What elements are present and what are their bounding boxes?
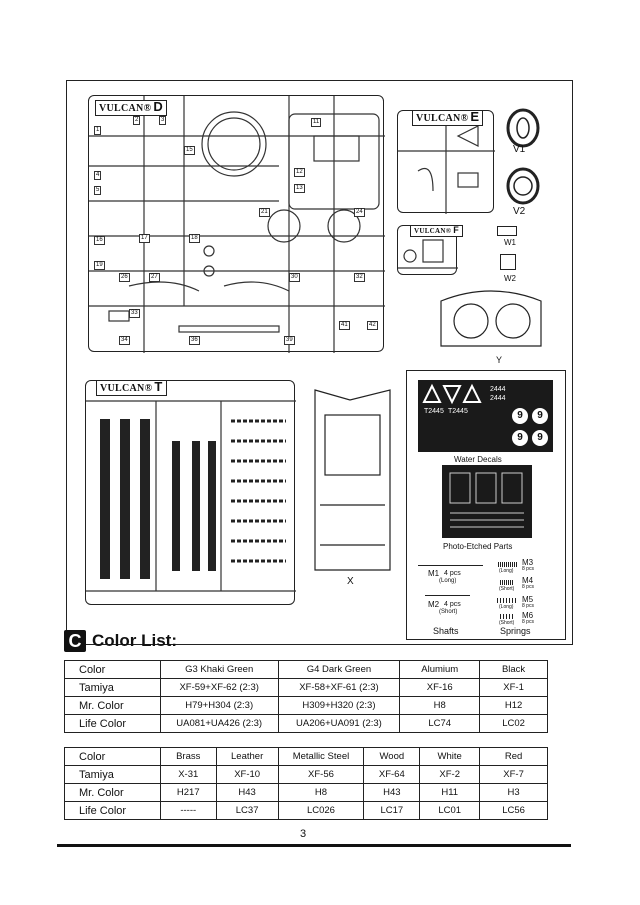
table-header: Color [65, 748, 161, 766]
table-cell: XF-64 [364, 766, 420, 784]
decal-code: 2444 [490, 386, 506, 393]
water-decals-label: Water Decals [454, 455, 502, 464]
spring-qty: 8 pcs [522, 603, 534, 609]
sprue-e-brand: VULCAN® E [412, 110, 483, 126]
table-header: Leather [216, 748, 278, 766]
table-cell: H217 [160, 784, 216, 802]
table-header-row [65, 748, 548, 766]
decal-number: 9 [532, 408, 548, 424]
part-w1 [497, 226, 517, 236]
part-number: 19 [96, 262, 103, 268]
spring-icon [497, 598, 517, 603]
table-cell: LC01 [420, 802, 480, 820]
decal-code: T2445 [424, 408, 444, 415]
part-w2 [500, 254, 516, 270]
table-row [65, 697, 548, 715]
part-number: 33 [131, 310, 138, 316]
page-number: 3 [300, 828, 307, 840]
table-cell: H11 [420, 784, 480, 802]
v-parts-drawing [505, 108, 541, 208]
spring-icon [498, 562, 518, 567]
table-row [65, 766, 548, 784]
table-cell: Life Color [65, 802, 161, 820]
shaft-m1-line [418, 565, 483, 566]
color-table-2 [64, 747, 548, 820]
spring-icon [500, 580, 514, 585]
table-cell: LC02 [480, 715, 548, 733]
table-cell: Mr. Color [65, 697, 161, 715]
table-header: Brass [160, 748, 216, 766]
table-cell: H43 [364, 784, 420, 802]
part-number: 30 [291, 274, 298, 280]
table-cell: Mr. Color [65, 784, 161, 802]
shafts-label: Shafts [433, 626, 459, 636]
sprue-d [88, 95, 384, 352]
table-cell: ----- [160, 802, 216, 820]
table-cell: H309+H320 (2:3) [278, 697, 400, 715]
decal-number: 9 [532, 430, 548, 446]
part-number: 21 [261, 209, 268, 215]
decal-code: T2445 [448, 408, 468, 415]
table-cell: Tamiya [65, 679, 161, 697]
spring-code: M5 [522, 595, 534, 604]
sprue-t-drawing [86, 381, 296, 606]
part-label-x: X [347, 576, 354, 587]
table-header: Wood [364, 748, 420, 766]
part-number: 32 [356, 274, 363, 280]
table-cell: LC74 [400, 715, 480, 733]
color-list-heading [64, 630, 177, 652]
part-number: 5 [96, 187, 100, 193]
table-header: Alumium [400, 661, 480, 679]
table-header: Red [480, 748, 548, 766]
table-cell: H12 [480, 697, 548, 715]
part-number: 18 [191, 235, 198, 241]
part-label-v1: V1 [513, 144, 526, 155]
part-number: 27 [151, 274, 158, 280]
table-header: G3 Khaki Green [160, 661, 278, 679]
photo-etched-sheet [442, 465, 532, 538]
spring-qty: 8 pcs [522, 619, 534, 625]
table-row [65, 802, 548, 820]
table-header: G4 Dark Green [278, 661, 400, 679]
spring-type: (Long) [499, 568, 514, 574]
decal-code: 2444 [490, 395, 506, 402]
table-cell: H8 [278, 784, 364, 802]
part-number: 12 [296, 169, 303, 175]
part-number: 4 [96, 172, 100, 178]
page-divider [57, 844, 571, 847]
shaft-m2-qty: 4 pcs [444, 601, 461, 608]
table-cell: H8 [400, 697, 480, 715]
part-y-drawing [436, 286, 546, 354]
sprue-d-brand: VULCAN® D [95, 100, 167, 116]
part-number: 1 [96, 127, 100, 133]
section-badge: C [64, 630, 86, 652]
table-cell: Tamiya [65, 766, 161, 784]
sprue-t-brand: VULCAN® T [96, 380, 167, 396]
table-cell: LC17 [364, 802, 420, 820]
shaft-m1-type: (Long) [439, 578, 457, 584]
color-list-title: Color List: [92, 631, 177, 650]
table-cell: H3 [480, 784, 548, 802]
table-cell: XF-56 [278, 766, 364, 784]
table-cell: UA206+UA091 (2:3) [278, 715, 400, 733]
part-number: 36 [191, 337, 198, 343]
spring-qty: 8 pcs [522, 566, 534, 572]
part-label-w2: W2 [504, 274, 516, 283]
table-header: Metallic Steel [278, 748, 364, 766]
table-cell: XF-1 [480, 679, 548, 697]
part-number: 26 [121, 274, 128, 280]
table-cell: XF-16 [400, 679, 480, 697]
part-number: 39 [286, 337, 293, 343]
decal-number: 9 [512, 408, 528, 424]
color-table-1 [64, 660, 548, 733]
table-row [65, 715, 548, 733]
spring-type: (Long) [499, 604, 514, 610]
table-row [65, 784, 548, 802]
spring-code: M4 [522, 576, 534, 585]
part-number: 15 [186, 147, 193, 153]
table-cell: LC56 [480, 802, 548, 820]
part-number: 24 [356, 209, 363, 215]
table-cell: XF-2 [420, 766, 480, 784]
part-label-y: Y [496, 355, 503, 365]
spring-type: (Short) [499, 586, 515, 592]
sprue-f [397, 225, 460, 275]
table-cell: Life Color [65, 715, 161, 733]
table-cell: LC026 [278, 802, 364, 820]
table-cell: X-31 [160, 766, 216, 784]
shaft-m2-line [425, 595, 470, 596]
part-number: 13 [296, 185, 303, 191]
photo-etched-drawing [442, 465, 532, 538]
table-cell: XF-10 [216, 766, 278, 784]
table-cell: XF-58+XF-61 (2:3) [278, 679, 400, 697]
shaft-m2-type: (Short) [439, 609, 458, 615]
spring-type: (Short) [499, 620, 515, 626]
table-header: Black [480, 661, 548, 679]
spring-icon [500, 614, 514, 619]
spring-code: M6 [522, 611, 534, 620]
sprue-e [397, 110, 494, 213]
springs-label: Springs [500, 626, 531, 636]
part-number: 16 [96, 237, 103, 243]
part-number: 41 [341, 322, 348, 328]
shaft-m2-code: M2 [428, 600, 440, 609]
decal-number: 9 [512, 430, 528, 446]
table-cell: XF-59+XF-62 (2:3) [160, 679, 278, 697]
part-number: 42 [369, 322, 376, 328]
spring-code: M3 [522, 558, 534, 567]
shaft-m1-qty: 4 pcs [444, 570, 461, 577]
table-row [65, 679, 548, 697]
part-number: 11 [313, 119, 320, 125]
water-decal-sheet [418, 380, 553, 452]
part-label-v2: V2 [513, 206, 526, 217]
part-number: 3 [161, 117, 165, 123]
table-header: Color [65, 661, 161, 679]
spring-qty: 8 pcs [522, 584, 534, 590]
part-label-w1: W1 [504, 238, 516, 247]
part-number: 34 [121, 337, 128, 343]
sprue-f-brand: VULCAN® F [410, 225, 463, 237]
table-header: White [420, 748, 480, 766]
table-cell: XF-7 [480, 766, 548, 784]
table-cell: H79+H304 (2:3) [160, 697, 278, 715]
table-cell: H43 [216, 784, 278, 802]
photo-etched-label: Photo-Etched Parts [443, 542, 513, 551]
decal-triangles-icon [422, 384, 482, 404]
table-cell: UA081+UA426 (2:3) [160, 715, 278, 733]
part-x-drawing [310, 385, 395, 575]
table-header-row [65, 661, 548, 679]
part-number: 2 [135, 117, 139, 123]
sprue-e-drawing [398, 111, 495, 214]
shaft-m1-code: M1 [428, 569, 440, 578]
table-cell: LC37 [216, 802, 278, 820]
sprue-t [85, 380, 295, 605]
part-number: 17 [141, 235, 148, 241]
